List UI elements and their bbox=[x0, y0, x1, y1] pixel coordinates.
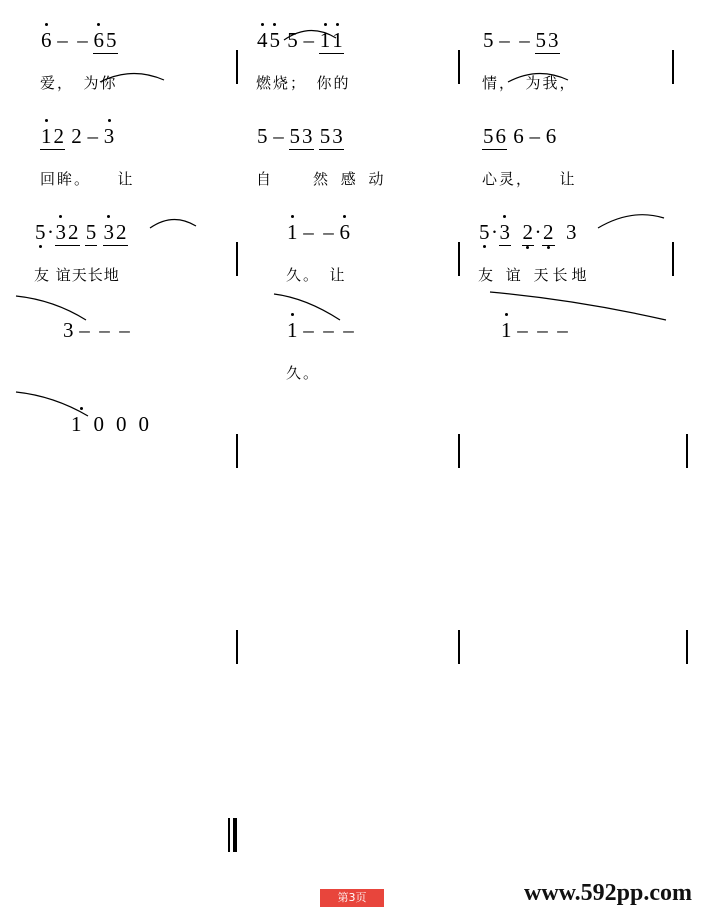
barline bbox=[672, 242, 674, 276]
note-row bbox=[256, 124, 344, 150]
page-number-badge: 第3页 bbox=[320, 889, 384, 907]
note: 2 bbox=[68, 220, 79, 244]
barline bbox=[236, 242, 238, 276]
note-dash: – bbox=[303, 28, 314, 52]
note: 2 bbox=[116, 220, 127, 244]
watermark-url: www.592pp.com bbox=[523, 880, 692, 906]
barline bbox=[686, 434, 688, 468]
barline bbox=[228, 818, 230, 852]
lyric-row: 自 然 感 动 bbox=[256, 170, 388, 188]
note-row bbox=[34, 220, 128, 246]
note: 1 bbox=[287, 318, 298, 342]
note: 1 bbox=[71, 412, 92, 436]
note: 5 bbox=[479, 220, 490, 244]
rest: 0 bbox=[116, 412, 137, 436]
note: 3 bbox=[103, 220, 114, 244]
augmentation-dot: · bbox=[534, 220, 542, 244]
slur-arc bbox=[596, 208, 666, 230]
augmentation-dot: · bbox=[47, 220, 54, 244]
lyric-row: 友 谊 天长地 bbox=[478, 266, 591, 284]
note-row bbox=[40, 124, 115, 150]
note: 5 bbox=[269, 28, 280, 52]
note-dash: – bbox=[119, 318, 130, 342]
note: 3 bbox=[103, 124, 115, 148]
lyric-row: 心灵， 让 bbox=[482, 170, 577, 188]
note-row bbox=[478, 220, 578, 246]
note-dash: – bbox=[499, 28, 510, 52]
note-dash: – bbox=[273, 124, 284, 148]
note: 1 bbox=[319, 28, 331, 52]
note: 5 bbox=[257, 124, 268, 148]
barline bbox=[686, 630, 688, 664]
note: 3 bbox=[302, 124, 313, 148]
lyric-row: 情， 为我， bbox=[482, 74, 577, 92]
note: 3 bbox=[566, 220, 577, 244]
note: 5 bbox=[289, 124, 300, 148]
barline bbox=[672, 50, 674, 84]
note-row bbox=[256, 28, 344, 54]
note: 3 bbox=[548, 28, 559, 52]
note: 5 bbox=[483, 28, 494, 52]
note-row bbox=[500, 318, 573, 342]
barline bbox=[236, 50, 238, 84]
lyric-row: 久。 让 bbox=[286, 266, 347, 284]
barline bbox=[458, 242, 460, 276]
note-dash: – bbox=[99, 318, 110, 342]
note-dash: – bbox=[79, 318, 90, 342]
note-dash: – bbox=[303, 318, 314, 342]
barline bbox=[236, 434, 238, 468]
note-dash: – bbox=[303, 220, 314, 244]
rest: 0 bbox=[138, 412, 159, 436]
note-row bbox=[482, 28, 560, 54]
note: 5 bbox=[483, 124, 494, 148]
note: 3 bbox=[63, 318, 74, 342]
note: 6 bbox=[545, 124, 557, 148]
barline bbox=[236, 630, 238, 664]
note: 2 bbox=[71, 124, 82, 148]
barline bbox=[458, 434, 460, 468]
note-dash: – bbox=[87, 124, 98, 148]
note: 5 bbox=[35, 220, 46, 244]
note-dash: – bbox=[519, 28, 530, 52]
lyric-row: 爱， 为你 bbox=[40, 74, 118, 92]
note-dash: – bbox=[57, 28, 68, 52]
augmentation-dot: · bbox=[491, 220, 498, 244]
barline bbox=[458, 630, 460, 664]
note-dash: – bbox=[343, 318, 354, 342]
note-dash: – bbox=[323, 220, 334, 244]
slur-arc bbox=[148, 212, 198, 230]
rest: 0 bbox=[93, 412, 114, 436]
note-row bbox=[286, 318, 359, 342]
note-row bbox=[286, 220, 351, 244]
lyric-row: 久。 bbox=[286, 364, 321, 382]
note: 2 bbox=[522, 220, 533, 244]
note: 6 bbox=[513, 124, 524, 148]
note: 5 bbox=[319, 124, 331, 148]
note-dash: – bbox=[517, 318, 528, 342]
final-barline bbox=[233, 818, 237, 852]
note: 1 bbox=[332, 28, 343, 52]
note: 6 bbox=[495, 124, 506, 148]
note: 3 bbox=[332, 124, 343, 148]
note: 3 bbox=[55, 220, 66, 244]
note: 2 bbox=[543, 220, 554, 244]
lyric-row: 回眸。 让 bbox=[40, 170, 135, 188]
note: 5 bbox=[85, 220, 97, 244]
note-dash: – bbox=[323, 318, 334, 342]
note-row bbox=[40, 28, 118, 54]
note-row bbox=[62, 318, 135, 342]
note: 1 bbox=[41, 124, 52, 148]
note-dash: – bbox=[529, 124, 540, 148]
lyric-row: 燃烧； 你的 bbox=[256, 74, 351, 92]
note-dash: – bbox=[557, 318, 568, 342]
barline bbox=[458, 50, 460, 84]
note: 5 bbox=[106, 28, 117, 52]
note-row bbox=[70, 412, 160, 436]
note: 3 bbox=[499, 220, 510, 244]
note: 5 bbox=[287, 28, 298, 52]
note: 6 bbox=[339, 220, 350, 244]
note: 5 bbox=[535, 28, 546, 52]
note: 1 bbox=[501, 318, 512, 342]
note: 4 bbox=[257, 28, 268, 52]
note: 6 bbox=[93, 28, 104, 52]
note: 2 bbox=[53, 124, 64, 148]
note-dash: – bbox=[537, 318, 548, 342]
lyric-row: 友 谊天长地 bbox=[34, 266, 120, 284]
note-dash: – bbox=[77, 28, 88, 52]
note: 6 bbox=[41, 28, 52, 52]
note: 1 bbox=[287, 220, 298, 244]
note-row bbox=[482, 124, 557, 150]
